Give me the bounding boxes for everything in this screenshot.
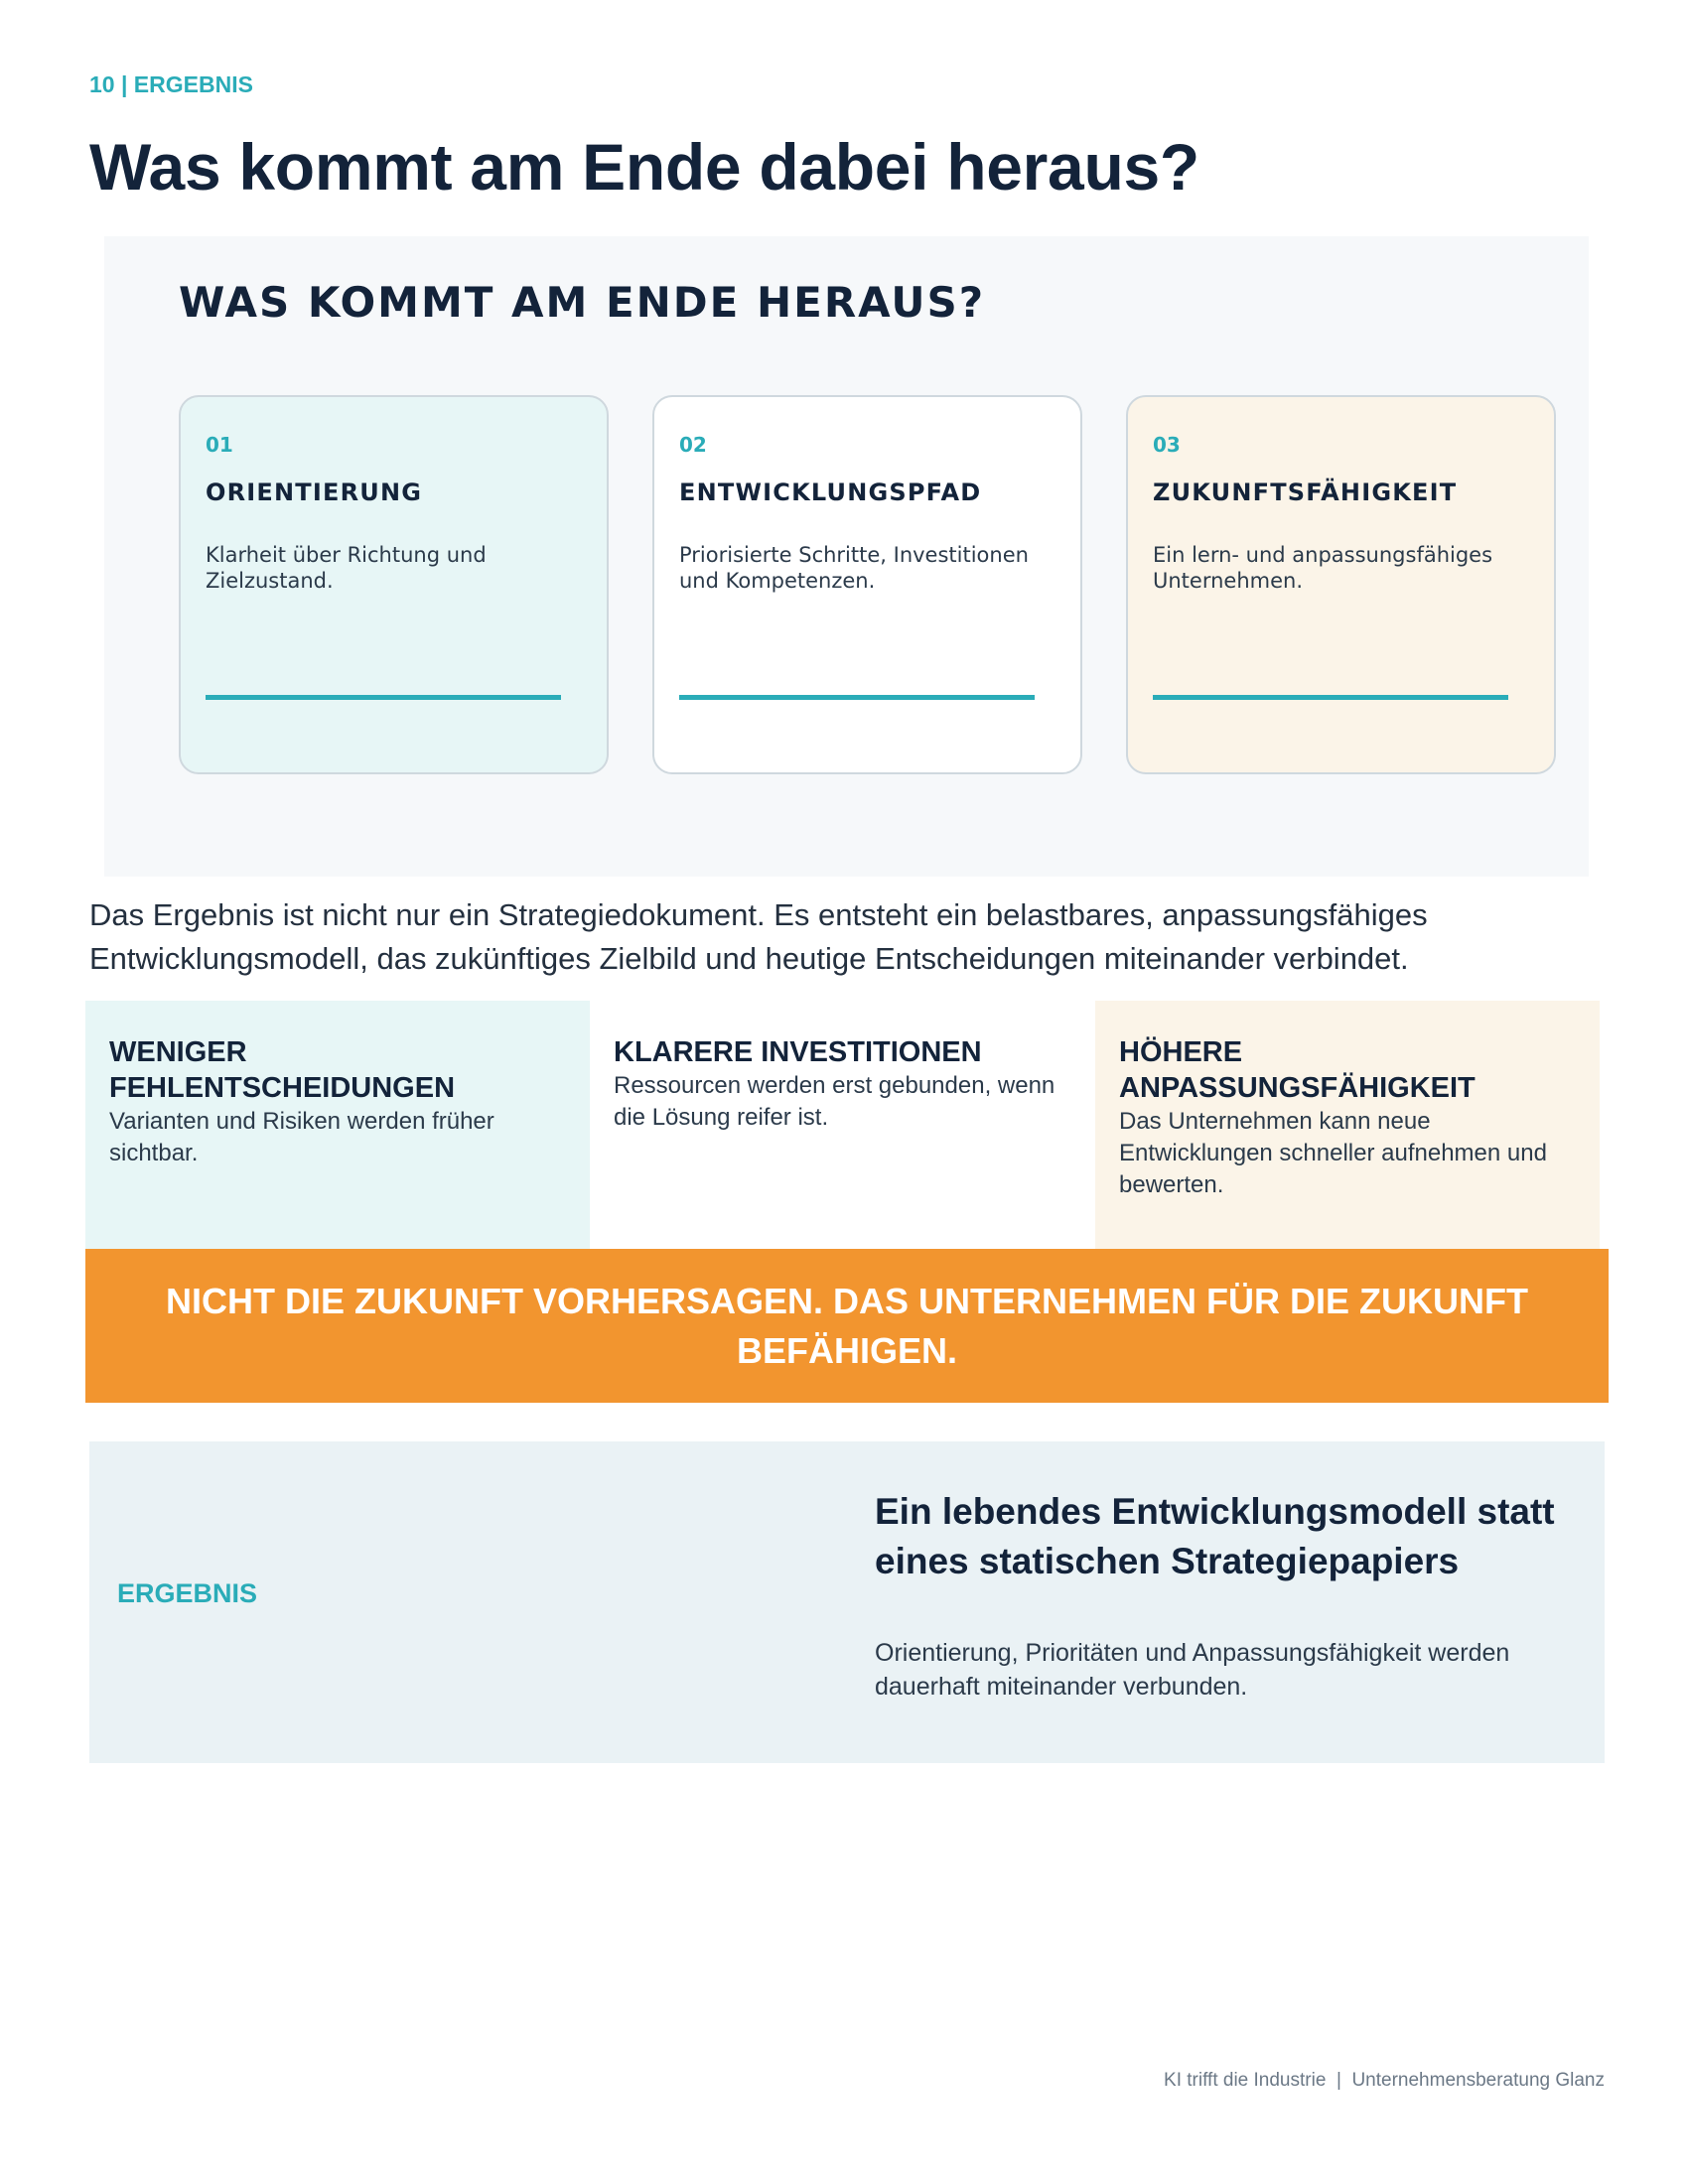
card-number: 03 xyxy=(1153,433,1181,457)
benefit-title: HÖHERE ANPASSUNGSFÄHIGKEIT xyxy=(1119,1036,1476,1104)
card-title: ENTWICKLUNGSPFAD xyxy=(679,478,982,506)
card-accent-bar xyxy=(206,695,561,700)
benefit-text: Das Unternehmen kann neue Entwicklungen schneller aufnehmen und bewerten. xyxy=(1119,1108,1547,1198)
card-entwicklungspfad xyxy=(652,395,1082,774)
card-accent-bar xyxy=(1153,695,1508,700)
section-kicker: 10 | ERGEBNIS xyxy=(89,71,253,97)
result-title: Ein lebendes Entwicklungsmodell statt eines statischen Strategiepapiers xyxy=(875,1491,1555,1581)
result-text: Orientierung, Prioritäten und Anpassungsfähigkeit werden dauerhaft miteinander verbunden. xyxy=(875,1639,1510,1701)
benefit-klarere-investitionen xyxy=(590,1001,1094,1249)
card-accent-bar xyxy=(679,695,1035,700)
benefit-hoehere-anpassungsfaehigkeit xyxy=(1095,1001,1600,1249)
card-zukunftsfaehigkeit xyxy=(1126,395,1556,774)
figure-heading: WAS KOMMT AM ENDE HERAUS? xyxy=(179,278,986,327)
result-label: ERGEBNIS xyxy=(117,1578,258,1608)
footer-separator: | xyxy=(1336,2070,1341,2091)
page-footer xyxy=(1164,2070,1605,2092)
result-figure xyxy=(104,236,1589,877)
benefit-text: Ressourcen werden erst gebunden, wenn die Lösung reifer ist. xyxy=(614,1072,1055,1131)
footer-company: Unternehmensberatung Glanz xyxy=(1351,2070,1605,2091)
card-title: ZUKUNFTSFÄHIGKEIT xyxy=(1153,478,1458,506)
card-orientierung xyxy=(179,395,609,774)
card-number: 02 xyxy=(679,433,707,457)
benefit-title: KLARERE INVESTITIONEN xyxy=(614,1036,982,1068)
benefit-title: WENIGER FEHLENTSCHEIDUNGEN xyxy=(109,1036,456,1104)
card-text: Klarheit über Richtung und Zielzustand. xyxy=(206,543,487,593)
footer-publication: KI trifft die Industrie xyxy=(1164,2070,1327,2091)
card-text: Ein lern- und anpassungsfähiges Unternehmen. xyxy=(1153,543,1493,593)
card-number: 01 xyxy=(206,433,233,457)
intro-paragraph: Das Ergebnis ist nicht nur ein Strategiedokument. Es entsteht ein belastbares, anpassungsfähiges Entwicklungsmodell, das zukünftiges Zielbild und heutige Entscheidungen miteinander verbindet. xyxy=(89,897,1428,976)
benefit-text: Varianten und Risiken werden früher sichtbar. xyxy=(109,1108,494,1166)
card-text: Priorisierte Schritte, Investitionen und Kompetenzen. xyxy=(679,543,1029,593)
page-title: Was kommt am Ende dabei heraus? xyxy=(89,130,1199,204)
result-box xyxy=(89,1441,1605,1763)
card-title: ORIENTIERUNG xyxy=(206,478,423,506)
banner-text: NICHT DIE ZUKUNFT VORHERSAGEN. DAS UNTERNEHMEN FÜR DIE ZUKUNFT BEFÄHIGEN. xyxy=(166,1280,1528,1371)
benefit-weniger-fehlentscheidungen xyxy=(85,1001,590,1249)
claim-banner xyxy=(85,1249,1609,1403)
